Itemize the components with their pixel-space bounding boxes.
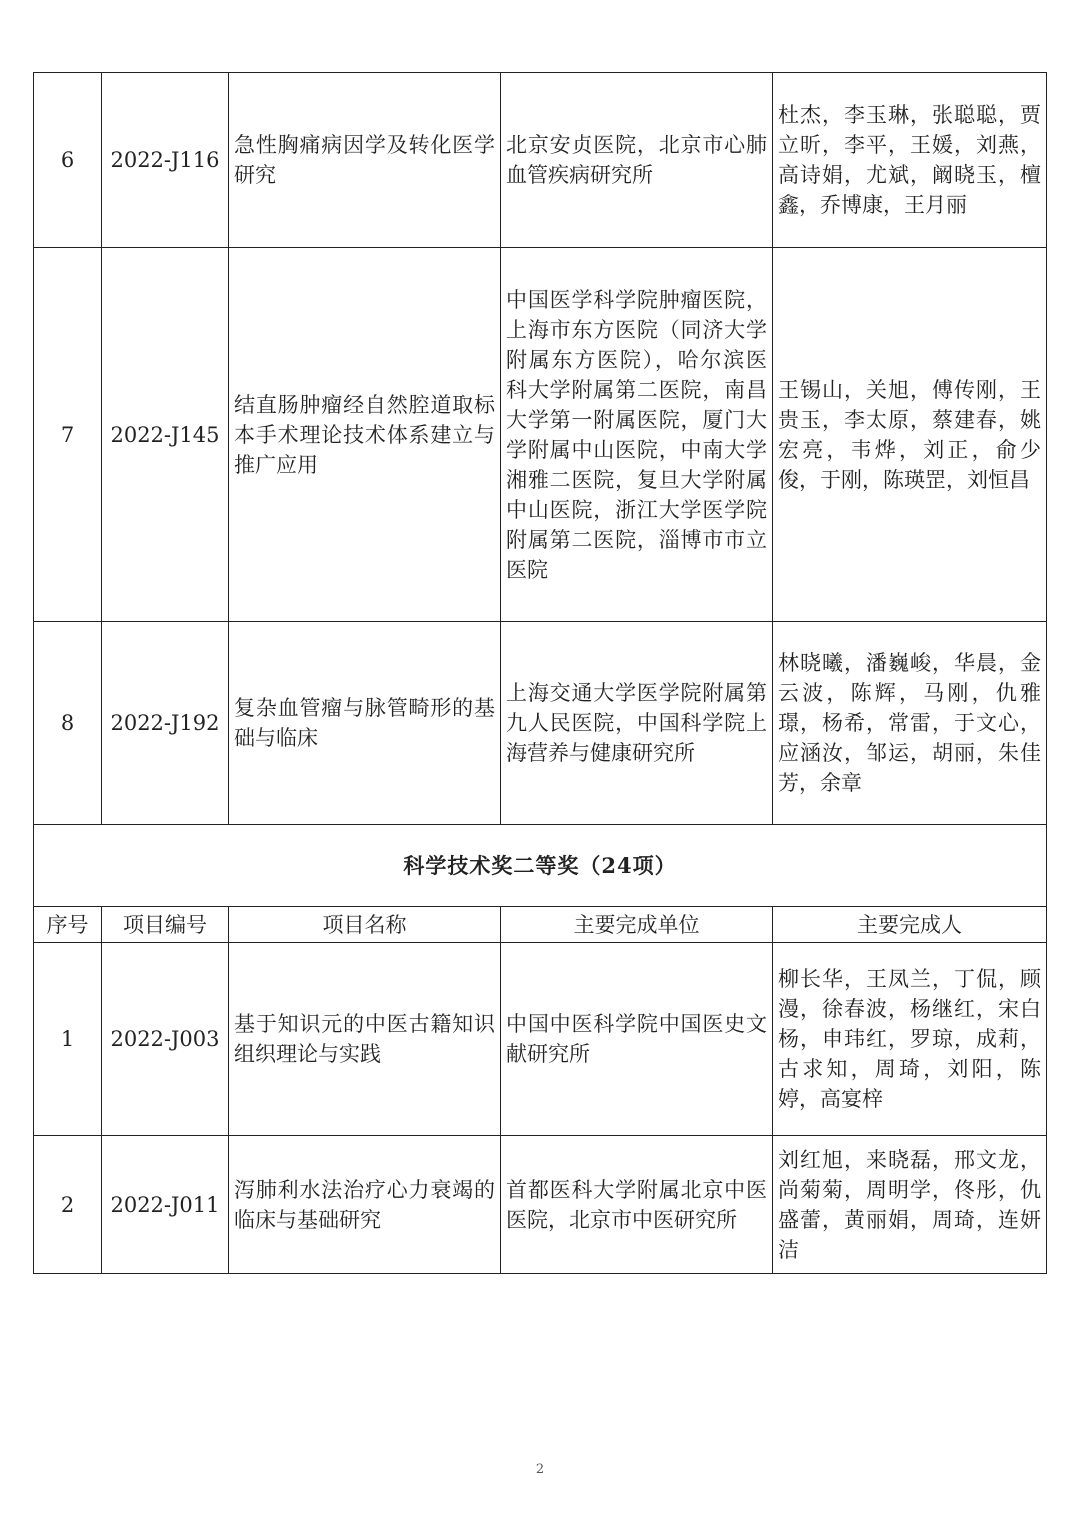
section-title-row (34, 825, 1047, 907)
project-code: 2022-J011 (102, 1136, 229, 1274)
page-number: 2 (535, 1462, 545, 1477)
completing-unit: 首都医科大学附属北京中医医院，北京市中医研究所 (501, 1136, 773, 1274)
table-row (34, 248, 1047, 622)
project-code: 2022-J192 (102, 622, 229, 825)
completing-unit: 上海交通大学医学院附属第九人民医院，中国科学院上海营养与健康研究所 (501, 622, 773, 825)
section-title: 科学技术奖二等奖（24项） (34, 825, 1047, 907)
completing-people: 刘红旭，来晓磊，邢文龙，尚菊菊，周明学，佟彤，仇盛蕾，黄丽娟，周琦，连妍洁 (773, 1136, 1047, 1274)
header-people: 主要完成人 (773, 907, 1047, 943)
table-row (34, 73, 1047, 248)
row-number: 2 (34, 1136, 102, 1274)
awards-table (33, 72, 1047, 1274)
completing-unit: 中国中医科学院中国医史文献研究所 (501, 943, 773, 1136)
completing-people: 柳长华，王凤兰，丁侃，顾漫，徐春波，杨继红，宋白杨，申玮红，罗琼，成莉，古求知，周琦，刘阳，陈婷，高宴梓 (773, 943, 1047, 1136)
table-header-row (34, 907, 1047, 943)
completing-people: 林晓曦，潘巍峻，华晨，金云波，陈辉，马刚，仇雅璟，杨希，常雷，于文心，应涵汝，邹运，胡丽，朱佳芳，余章 (773, 622, 1047, 825)
project-code: 2022-J003 (102, 943, 229, 1136)
project-name: 基于知识元的中医古籍知识组织理论与实践 (229, 943, 501, 1136)
header-project-name: 项目名称 (229, 907, 501, 943)
row-number: 1 (34, 943, 102, 1136)
completing-people: 王锡山，关旭，傅传刚，王贵玉，李太原，蔡建春，姚宏亮，韦烨，刘正，俞少俊，于刚，陈瑛罡，刘恒昌 (773, 248, 1047, 622)
project-name: 结直肠肿瘤经自然腔道取标本手术理论技术体系建立与推广应用 (229, 248, 501, 622)
completing-people: 杜杰，李玉琳，张聪聪，贾立昕，李平，王媛，刘燕，高诗娟，尤斌，阚晓玉，檀鑫，乔博康，王月丽 (773, 73, 1047, 248)
project-code: 2022-J145 (102, 248, 229, 622)
project-name: 泻肺利水法治疗心力衰竭的临床与基础研究 (229, 1136, 501, 1274)
completing-unit: 北京安贞医院，北京市心肺血管疾病研究所 (501, 73, 773, 248)
project-name: 急性胸痛病因学及转化医学研究 (229, 73, 501, 248)
row-number: 8 (34, 622, 102, 825)
row-number: 7 (34, 248, 102, 622)
header-unit: 主要完成单位 (501, 907, 773, 943)
table-row (34, 943, 1047, 1136)
table-row (34, 622, 1047, 825)
table-row (34, 1136, 1047, 1274)
header-project-code: 项目编号 (102, 907, 229, 943)
completing-unit: 中国医学科学院肿瘤医院，上海市东方医院（同济大学附属东方医院），哈尔滨医科大学附属第二医院，南昌大学第一附属医院，厦门大学附属中山医院，中南大学湘雅二医院，复旦大学附属中山医院，浙江大学医学院附属第二医院，淄博市市立医院 (501, 248, 773, 622)
project-code: 2022-J116 (102, 73, 229, 248)
header-serial: 序号 (34, 907, 102, 943)
row-number: 6 (34, 73, 102, 248)
project-name: 复杂血管瘤与脉管畸形的基础与临床 (229, 622, 501, 825)
